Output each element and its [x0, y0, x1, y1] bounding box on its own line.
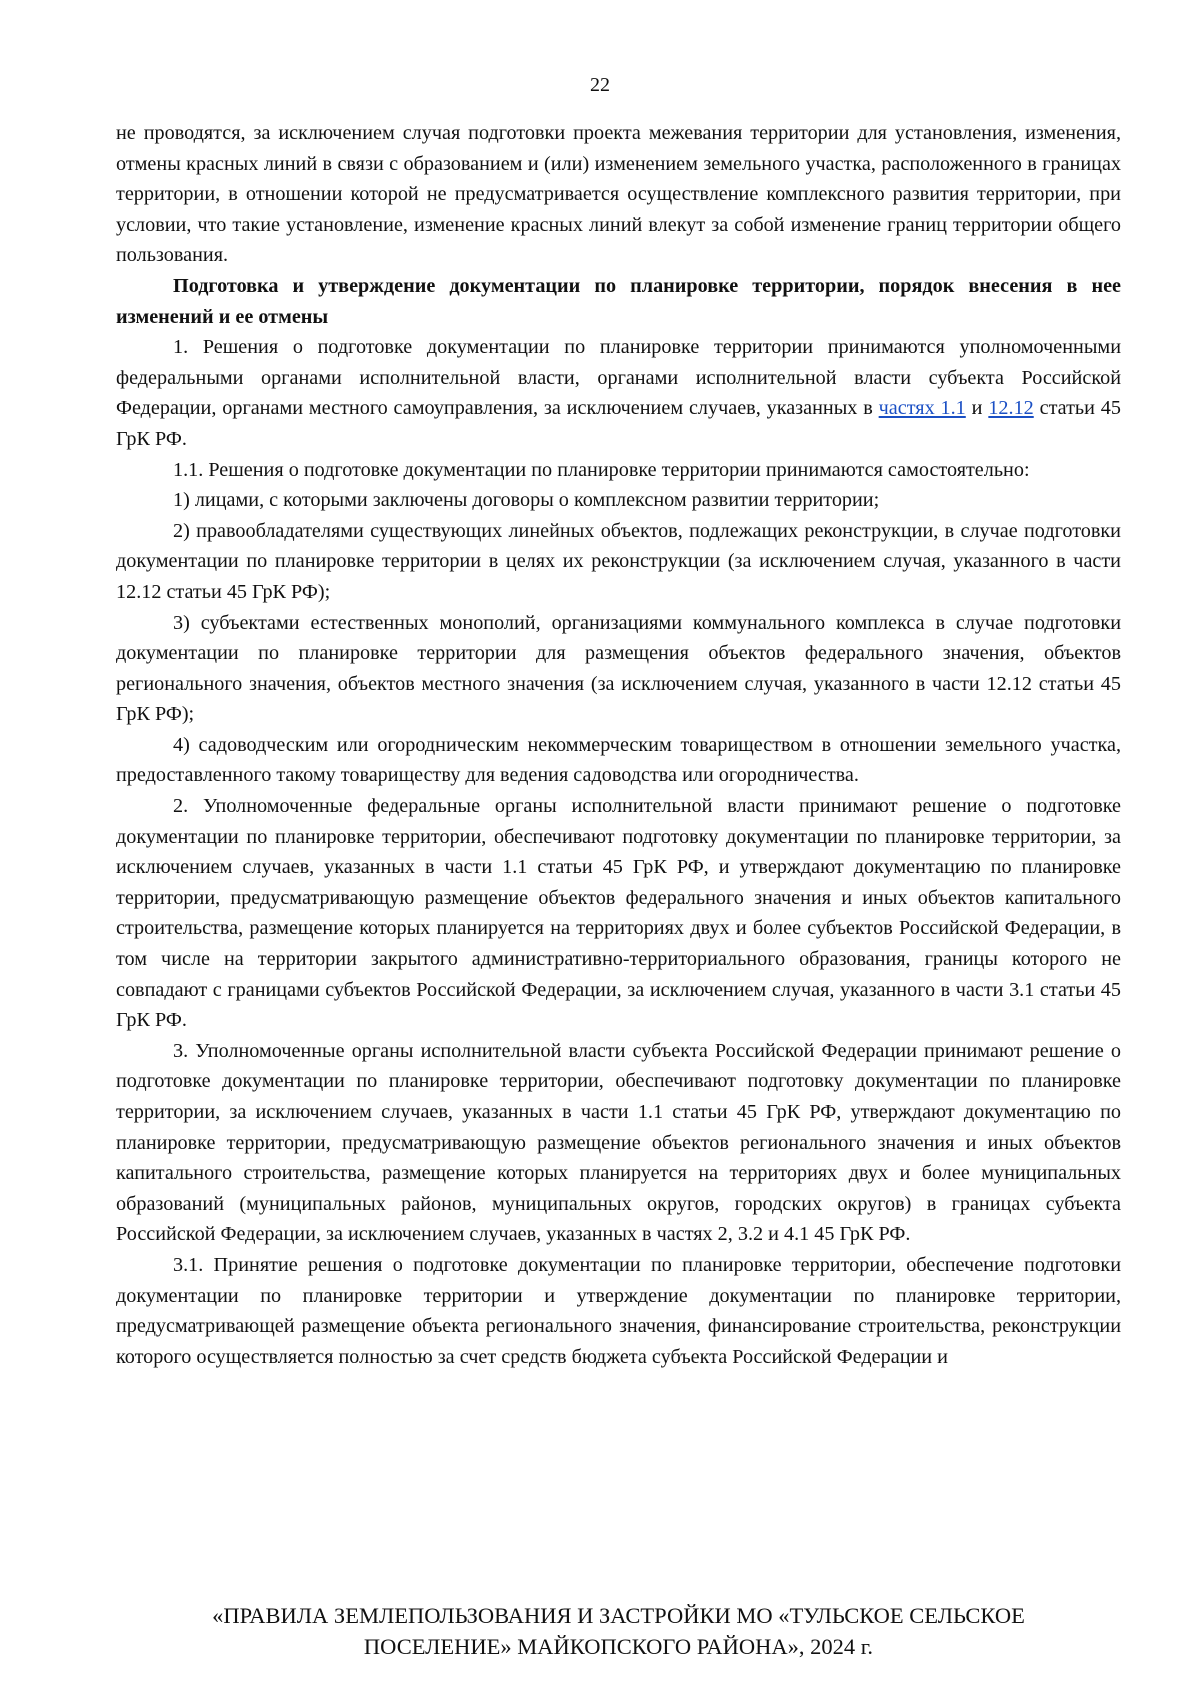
- footer-line-2: ПОСЕЛЕНИЕ» МАЙКОПСКОГО РАЙОНА», 2024 г.: [363, 1634, 874, 1659]
- paragraph-1-1: 1.1. Решения о подготовке документации по планировке территории принимаются самостоятельно:: [173, 458, 1030, 481]
- link-parts-1-1[interactable]: частях 1.1: [878, 397, 966, 420]
- paragraph-1-text: 1. Решения о подготовке документации по планировке территории принимаются уполномоченными федеральными органами исполнительной власти, органами исполнительной власти субъекта Российской Федерации, органами местного самоуправления, за исключением случаев, указанных в: [116, 336, 1121, 420]
- list-item-2: 2) правообладателями существующих линейных объектов, подлежащих реконструкции, в случае подготовки документации по планировке территории в целях их реконструкции (за исключением случая, указанного в части 12.12 статьи 45 ГрК РФ);: [116, 519, 1121, 603]
- paragraph-3: 3. Уполномоченные органы исполнительной власти субъекта Российской Федерации принимают решение о подготовке документации по планировке территории, обеспечивают подготовку документации по планировке территории, за исключением случаев, указанных в части 1.1 статьи 45 ГрК РФ, утверждают документацию по планировке территории, предусматривающую размещение объектов регионального значения и иных объектов капитального строительства, размещение которых планируется на территориях двух и более муниципальных образований (муниципальных районов, муниципальных округов, городских округов) в границах субъекта Российской Федерации, за исключением случаев, указанных в частях 2, 3.2 и 4.1 45 ГрК РФ.: [116, 1039, 1121, 1246]
- paragraph-3-1: 3.1. Принятие решения о подготовке документации по планировке территории, обеспечение подготовки документации по планировке территории и утверждение документации по планировке территории, предусматривающей размещение объекта регионального значения, финансирование строительства, реконструкции которого осуществляется полностью за счет средств бюджета субъекта Российской Федерации и: [116, 1253, 1121, 1368]
- paragraph-1-conjunction: и: [965, 397, 989, 420]
- list-item-1: 1) лицами, с которыми заключены договоры о комплексном развитии территории;: [173, 489, 880, 512]
- paragraph-continuation: не проводятся, за исключением случая подготовки проекта межевания территории для установления, изменения, отмены красных линий в связи с образованием и (или) изменением земельного участка, расположенного в границах территории, в отношении которой не предусматривается осуществление комплексного развития территории, при условии, что такие установление, изменение красных линий влекут за собой изменение границ территории общего пользования.: [116, 122, 1121, 267]
- paragraph-1-tail: статьи 45 ГрК РФ.: [116, 397, 1121, 450]
- list-item-3: 3) субъектами естественных монополий, организациями коммунального комплекса в случае подготовки документации по планировке территории для размещения объектов федерального значения, объектов регионального значения, объектов местного значения (за исключением случая, указанного в части 12.12 статьи 45 ГрК РФ);: [116, 611, 1121, 726]
- paragraph-2: 2. Уполномоченные федеральные органы исполнительной власти принимают решение о подготовке документации по планировке территории, обеспечивают подготовку документации по планировке территории, за исключением случаев, указанных в части 1.1 статьи 45 ГрК РФ, и утверждают документацию по планировке территории, предусматривающую размещение объектов федерального значения и иных объектов капитального строительства, размещение которых планируется на территориях двух и более субъектов Российской Федерации, в том числе на территории закрытого административно-территориального образования, границы которого не совпадают с границами субъектов Российской Федерации, за исключением случая, указанного в части 3.1 статьи 45 ГрК РФ.: [116, 795, 1121, 1032]
- document-footer: [116, 1600, 1121, 1662]
- document-body: [116, 118, 1121, 1372]
- page-number: 22: [590, 74, 610, 96]
- footer-line-1: «ПРАВИЛА ЗЕМЛЕПОЛЬЗОВАНИЯ И ЗАСТРОЙКИ МО «ТУЛЬСКОЕ СЕЛЬСКОЕ: [212, 1603, 1025, 1628]
- list-item-4: 4) садоводческим или огородническим некоммерческим товариществом в отношении земельного участка, предоставленного такому товариществу для ведения садоводства или огородничества.: [116, 733, 1121, 787]
- paragraph-1: [116, 332, 1121, 454]
- link-part-12-12[interactable]: 12.12: [988, 397, 1034, 420]
- section-heading: Подготовка и утверждение документации по планировке территории, порядок внесения в нее изменений и ее отмены: [116, 274, 1121, 328]
